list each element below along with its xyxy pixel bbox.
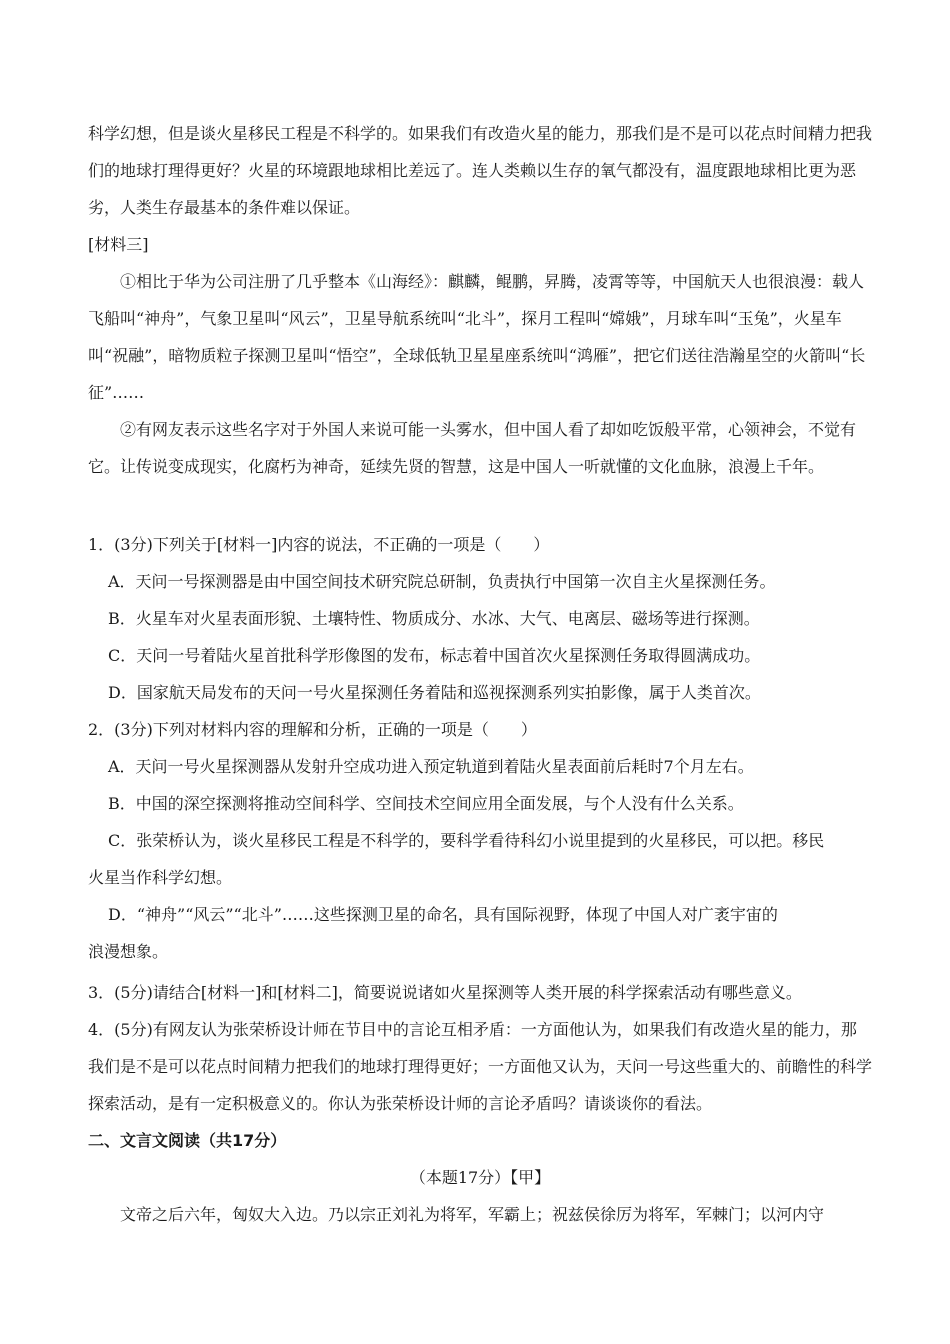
section-2-title: 二、文言文阅读（共17分）	[88, 1131, 287, 1150]
question-2-option-b: B．中国的深空探测将推动空间科学、空间技术空间应用全面发展，与个人没有什么关系。	[108, 794, 744, 813]
question-2-option-d-line-2: 浪漫想象。	[88, 942, 169, 961]
question-2-option-d-line-1: D．“神舟”“风云”“北斗”……这些探测卫星的命名，具有国际视野，体现了中国人对广袤宇宙的	[108, 905, 778, 924]
question-2-option-c-line-2: 火星当作科学幻想。	[88, 868, 233, 887]
material-3-label: [材料三]	[88, 235, 149, 254]
question-1-stem: 1．(3分)下列关于[材料一]内容的说法，不正确的一项是（ ）	[88, 535, 550, 554]
material-3-paragraph-1: ①相比于华为公司注册了几乎整本《山海经》：麒麟，鲲鹏，昇腾，凌霄等等，中国航天人也很浪漫：载人飞船叫“神舟”，气象卫星叫“风云”，卫星导航系统叫“北斗”，探月工程叫“嫦娥”，月球车叫“玉兔”，火星车叫“祝融”，暗物质粒子探测卫星叫“悟空”，全球低轨卫星星座系统叫“鸿雁”，把它们送往浩瀚星空的火箭叫“长征”……	[88, 272, 866, 402]
question-1-option-d: D．国家航天局发布的天问一号火星探测任务着陆和巡视探测系列实拍影像，属于人类首次。	[108, 683, 761, 702]
question-2-option-a: A．天问一号火星探测器从发射升空成功进入预定轨道到着陆火星表面前后耗时7个月左右。	[108, 757, 754, 776]
question-1-option-a: A．天问一号探测器是由中国空间技术研究院总研制，负责执行中国第一次自主火星探测任务。	[108, 572, 776, 591]
material-3-paragraph-2: ②有网友表示这些名字对于外国人来说可能一头雾水，但中国人看了却如吃饭般平常，心领神会，不觉有它。让传说变成现实，化腐朽为神奇，延续先贤的智慧，这是中国人一听就懂的文化血脉，浪漫上千年。	[88, 420, 857, 476]
question-4: 4．(5分)有网友认为张荣桥设计师在节目中的言论互相矛盾：一方面他认为，如果我们有改造火星的能力，那我们是不是可以花点时间精力把我们的地球打理得更好；一方面他又认为，天问一号这些重大的、前瞻性的科学探索活动，是有一定积极意义的。你认为张荣桥设计师的言论矛盾吗？请谈谈你的看法。	[88, 1020, 873, 1113]
question-1-option-c: C．天问一号着陆火星首批科学形像图的发布，标志着中国首次火星探测任务取得圆满成功。	[108, 646, 761, 665]
classical-text-paragraph-1: 文帝之后六年，匈奴大入边。乃以宗正刘礼为将军，军霸上；祝兹侯徐厉为将军，军棘门；以河内守	[120, 1205, 825, 1224]
section-2-subtitle: （本题17分）【甲】	[409, 1168, 551, 1187]
question-2-option-c-line-1: C．张荣桥认为，谈火星移民工程是不科学的，要科学看待科幻小说里提到的火星移民，可以把。移民	[108, 831, 825, 850]
question-3: 3．(5分)请结合[材料一]和[材料二]，简要说说诸如火星探测等人类开展的科学探索活动有哪些意义。	[88, 983, 802, 1002]
question-1-option-b: B．火星车对火星表面形貌、土壤特性、物质成分、水冰、大气、电离层、磁场等进行探测。	[108, 609, 760, 628]
material-2-paragraph-tail: 科学幻想，但是谈火星移民工程是不科学的。如果我们有改造火星的能力，那我们是不是可以花点时间精力把我们的地球打理得更好？火星的环境跟地球相比差远了。连人类赖以生存的氧气都没有，温度跟地球相比更为恶劣，人类生存最基本的条件难以保证。	[88, 124, 873, 217]
question-2-stem: 2．(3分)下列对材料内容的理解和分析，正确的一项是（ ）	[88, 720, 537, 739]
